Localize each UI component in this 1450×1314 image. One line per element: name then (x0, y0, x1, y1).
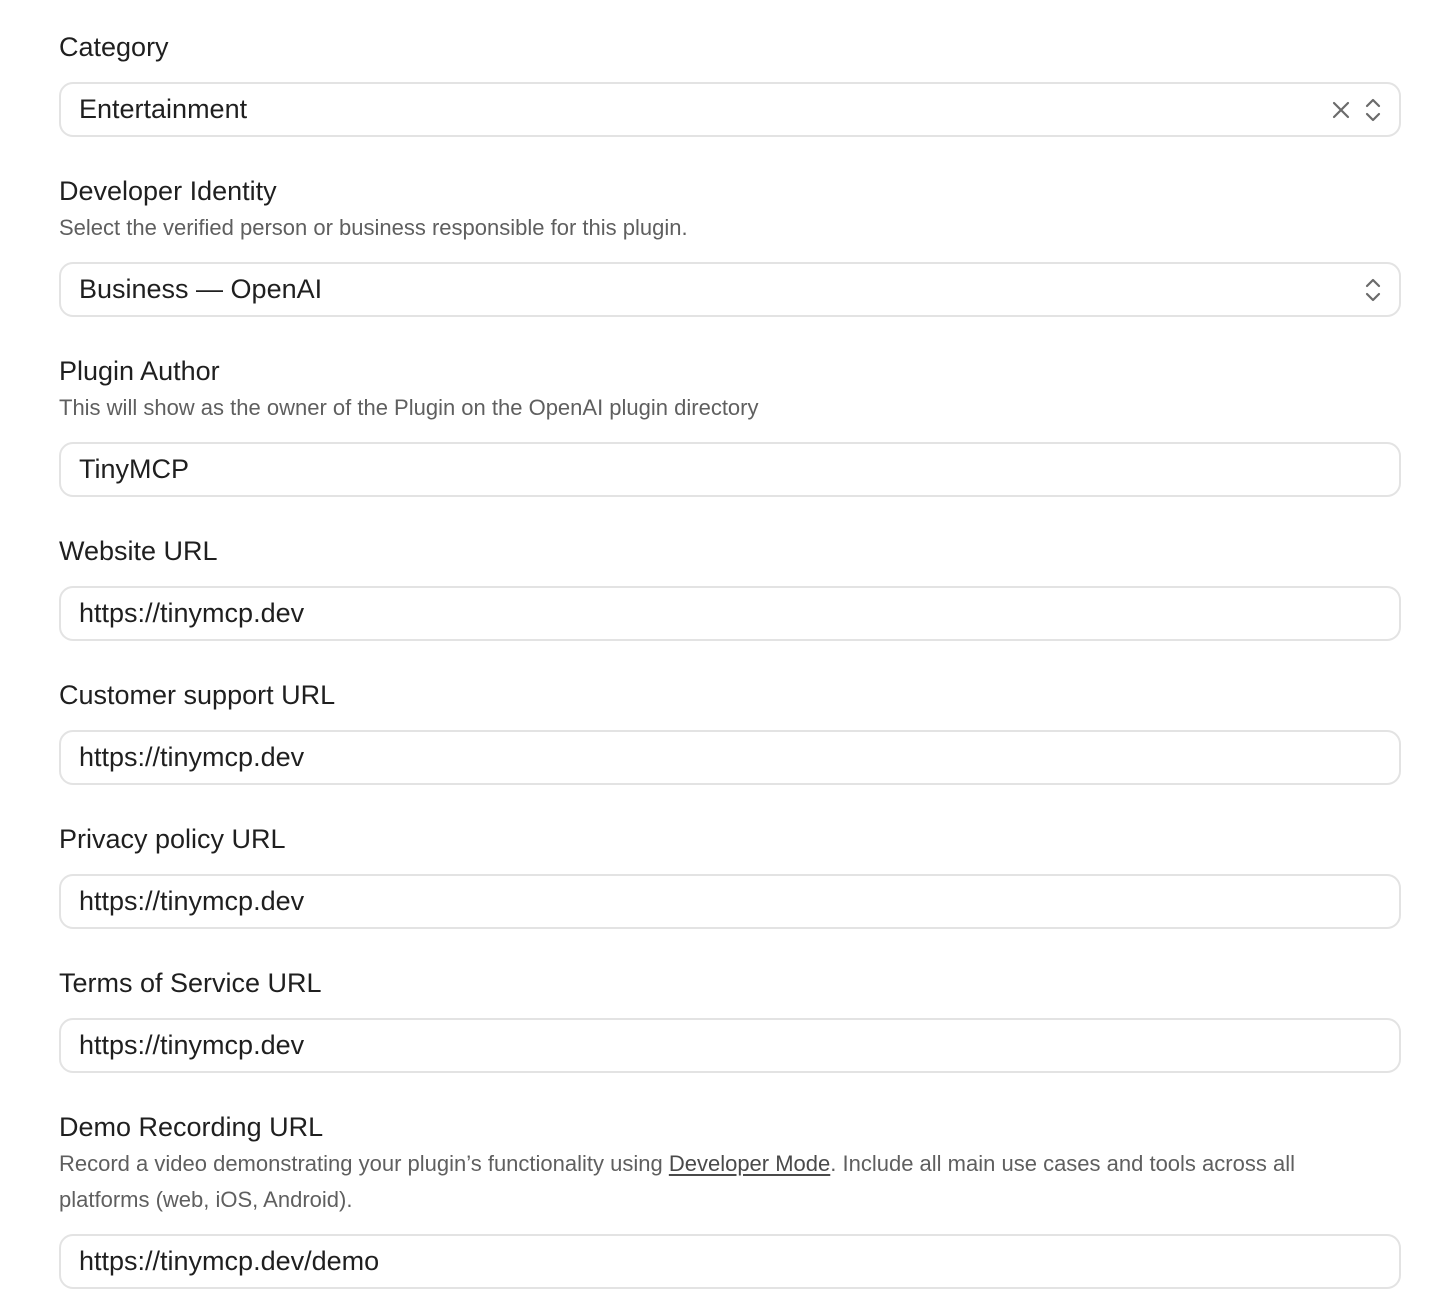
tos-url-field[interactable] (59, 1018, 1401, 1073)
plugin-author-help: This will show as the owner of the Plugin on the OpenAI plugin directory (59, 395, 759, 420)
demo-url-help-text-1: Record a video demonstrating your plugin’s functionality using (59, 1151, 669, 1176)
chevron-updown-icon (1361, 98, 1385, 122)
tos-url-label: Terms of Service URL (59, 968, 322, 998)
privacy-url-label: Privacy policy URL (59, 824, 286, 854)
developer-identity-label: Developer Identity (59, 176, 277, 206)
plugin-author-label: Plugin Author (59, 356, 220, 386)
website-url-input[interactable] (79, 594, 1385, 634)
privacy-url-field[interactable] (59, 874, 1401, 929)
support-url-label: Customer support URL (59, 680, 336, 710)
demo-url-help (59, 1146, 1359, 1218)
demo-url-help-text-2: . Include all main use cases and tools across all platforms (web, iOS, Android). (59, 1151, 1295, 1212)
tos-url-input[interactable] (79, 1026, 1385, 1066)
privacy-url-input[interactable] (79, 882, 1385, 922)
developer-identity-select[interactable] (59, 262, 1401, 317)
support-url-input[interactable] (79, 738, 1385, 778)
developer-mode-link[interactable]: Developer Mode (668, 1151, 831, 1176)
website-url-label: Website URL (59, 536, 218, 566)
category-select-value: Entertainment (79, 94, 248, 124)
demo-url-field[interactable] (59, 1234, 1401, 1289)
developer-identity-help: Select the verified person or business responsible for this plugin. (59, 215, 688, 240)
plugin-author-field[interactable] (59, 442, 1401, 497)
website-url-field[interactable] (59, 586, 1401, 641)
demo-url-label: Demo Recording URL (59, 1112, 324, 1142)
category-label: Category (59, 32, 169, 62)
plugin-author-input[interactable] (79, 450, 1385, 490)
category-select[interactable] (59, 82, 1401, 137)
close-icon[interactable] (1329, 98, 1353, 122)
support-url-field[interactable] (59, 730, 1401, 785)
developer-identity-select-value: Business — OpenAI (79, 274, 323, 304)
chevron-updown-icon (1361, 278, 1385, 302)
demo-url-input[interactable] (79, 1242, 1385, 1282)
